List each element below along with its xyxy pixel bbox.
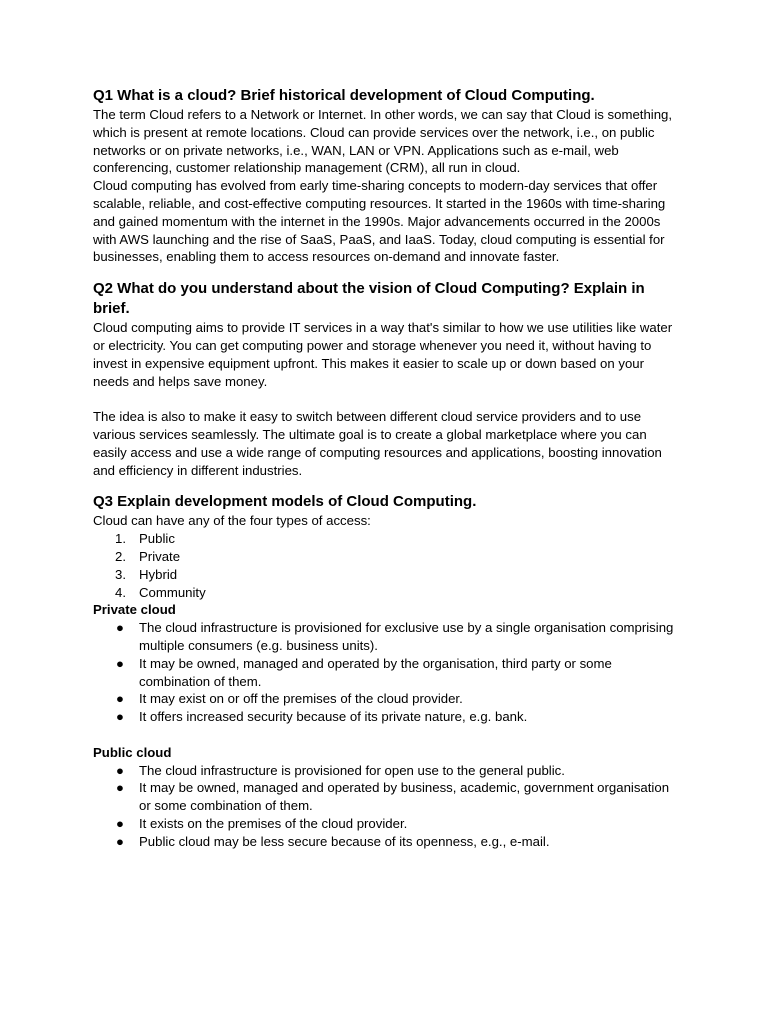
q1-heading: Q1 What is a cloud? Brief historical development of Cloud Computing. (93, 87, 595, 104)
list-number: 4. (115, 584, 126, 600)
q2-paragraph-2: The idea is also to make it easy to switch between different cloud service providers and to use various services seamlessly. The ultimate goal is to create a global marketplace where you can easily access and use a wide range of computing resources and applications, boosting innovation and efficiency in different industries. (93, 409, 662, 478)
list-item-text: It may exist on or off the premises of the cloud provider. (139, 691, 463, 707)
q1-paragraph-2: Cloud computing has evolved from early time-sharing concepts to modern-day services that offer scalable, reliable, and cost-effective computing resources. It started in the 1960s with time-sharing and gained momentum with the internet in the 1990s. Major advancements occurred in the 2000s with AWS launching and the rise of SaaS, PaaS, and IaaS. Today, cloud computing is essential for businesses, enabling them to access resources on-demand and innovate faster. (93, 178, 666, 265)
bullet-icon: ● (116, 815, 124, 831)
q3-intro: Cloud can have any of the four types of access: (93, 513, 371, 529)
bullet-icon: ● (116, 833, 124, 849)
q2-heading: Q2 What do you understand about the vision of Cloud Computing? Explain in brief. (93, 280, 645, 318)
list-number: 2. (115, 548, 126, 564)
list-item-text: The cloud infrastructure is provisioned for open use to the general public. (139, 762, 565, 778)
list-item-text: The cloud infrastructure is provisioned for exclusive use by a single organisation comprising multiple consumers (e.g. business units). (139, 620, 674, 653)
list-item (93, 619, 683, 655)
list-item (93, 708, 683, 726)
document-content (93, 86, 683, 850)
list-item-label: Hybrid (139, 566, 178, 582)
private-cloud-title: Private cloud (93, 602, 176, 618)
bullet-icon: ● (116, 620, 124, 636)
bullet-icon: ● (116, 655, 124, 671)
list-item-text: It may be owned, managed and operated by the organisation, third party or some combination of them. (139, 655, 612, 689)
q2-paragraph-1: Cloud computing aims to provide IT services in a way that's similar to how we use utilities like water or electricity. You can get computing power and storage whenever you need it, without having to invest in expensive equipment upfront. This makes it easier to scale up or down based on your needs and helps save money. (93, 320, 673, 389)
list-item (93, 548, 683, 566)
q3-heading: Q3 Explain development models of Cloud Computing. (93, 493, 477, 511)
list-item (93, 833, 683, 851)
list-item (93, 779, 683, 815)
list-item-text: It exists on the premises of the cloud provider. (139, 815, 408, 831)
bullet-icon: ● (116, 691, 124, 707)
list-item-text: It may be owned, managed and operated by business, academic, government organisation or some combination of them. (139, 780, 670, 814)
public-cloud-list (93, 762, 683, 851)
list-item (93, 584, 683, 602)
list-item (93, 530, 683, 548)
list-item (93, 690, 683, 708)
list-item-text: Public cloud may be less secure because of its openness, e.g., e-mail. (139, 833, 550, 849)
list-item (93, 815, 683, 833)
private-cloud-list (93, 619, 683, 726)
bullet-icon: ● (116, 762, 124, 778)
q1-paragraph-1: The term Cloud refers to a Network or Internet. In other words, we can say that Cloud is something, which is present at remote locations. Cloud can provide services over the network, i.e., on public networks or on private networks, i.e., WAN, LAN or VPN. Applications such as e-mail, web conferencing, customer relationship management (CRM), all run in cloud. (93, 107, 673, 176)
access-types-list (93, 530, 683, 601)
bullet-icon: ● (116, 780, 124, 796)
list-number: 1. (115, 531, 126, 547)
list-item (93, 655, 683, 691)
public-cloud-title: Public cloud (93, 744, 172, 760)
list-item-text: It offers increased security because of its private nature, e.g. bank. (139, 709, 528, 725)
list-number: 3. (115, 566, 126, 582)
list-item (93, 566, 683, 584)
list-item-label: Community (139, 584, 206, 600)
list-item-label: Public (139, 531, 175, 547)
list-item-label: Private (139, 548, 181, 564)
bullet-icon: ● (116, 709, 124, 725)
list-item (93, 762, 683, 780)
